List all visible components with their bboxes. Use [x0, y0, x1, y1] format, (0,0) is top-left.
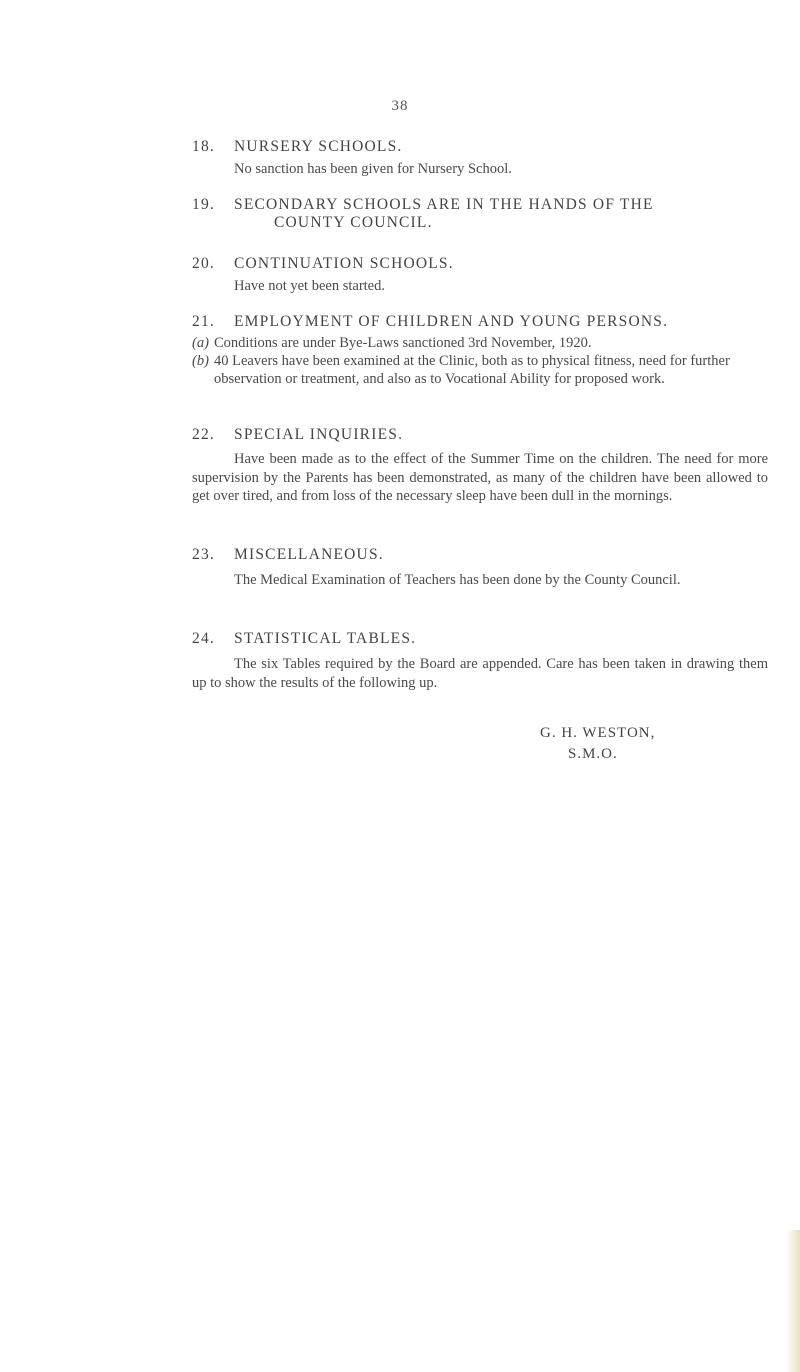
section-number: 21. [192, 313, 215, 330]
section-heading-20 [192, 255, 454, 273]
section-title: SPECIAL INQUIRIES. [234, 426, 404, 443]
section-heading-18 [192, 138, 403, 156]
section-heading-24 [192, 630, 417, 648]
section-number: 20. [192, 255, 215, 272]
section-heading-22 [192, 426, 404, 444]
item-text: Conditions are under Bye-Laws sanctioned 3rd November, 1920. [214, 335, 592, 351]
section-paragraph: The six Tables required by the Board are appended. Care has been taken in drawing them up to show the results of the following up. [192, 656, 768, 691]
item-text: 40 Leavers have been examined at the Clinic, both as to physical fitness, need for further observation or treatment, and also as to Vocational Ability for proposed work. [214, 353, 730, 387]
item-tag: (a) [192, 335, 209, 351]
section-heading-19 [192, 196, 754, 232]
section-title: CONTINUATION SCHOOLS. [234, 255, 454, 272]
section-number: 22. [192, 426, 215, 443]
section-title: EMPLOYMENT OF CHILDREN AND YOUNG PERSONS. [234, 313, 669, 330]
section-heading-21 [192, 313, 669, 331]
section-number: 18. [192, 138, 215, 155]
section-paragraph: Have been made as to the effect of the Summer Time on the children. The need for more supervision by the Parents has been demonstrated, as many of the children have been allowed to get over tired, and from loss of the necessary sleep have been dull in the mornings. [192, 451, 768, 504]
section-number: 23. [192, 546, 215, 563]
section-heading-23 [192, 546, 384, 564]
signature-block [540, 725, 680, 763]
section-paragraph: Have not yet been started. [234, 278, 385, 294]
page-number: 38 [391, 98, 409, 114]
page-edge-stain [786, 1230, 800, 1372]
section-title-line1: SECONDARY SCHOOLS ARE IN THE HANDS OF THE [234, 196, 654, 213]
section-title: MISCELLANEOUS. [234, 546, 384, 563]
section-number: 19. [192, 196, 215, 213]
item-tag: (b) [192, 353, 209, 369]
section-title: NURSERY SCHOOLS. [234, 138, 403, 155]
section-paragraph: The Medical Examination of Teachers has been done by the County Council. [234, 572, 681, 588]
list-item [192, 352, 768, 388]
section-number: 24. [192, 630, 215, 647]
section-paragraph: No sanction has been given for Nursery School. [234, 161, 512, 177]
section-title-line2: COUNTY COUNCIL. [274, 214, 433, 231]
signature-name: G. H. WESTON, [540, 725, 656, 741]
section-title: STATISTICAL TABLES. [234, 630, 417, 647]
list-item [192, 334, 768, 352]
signature-title: S.M.O. [568, 746, 618, 762]
